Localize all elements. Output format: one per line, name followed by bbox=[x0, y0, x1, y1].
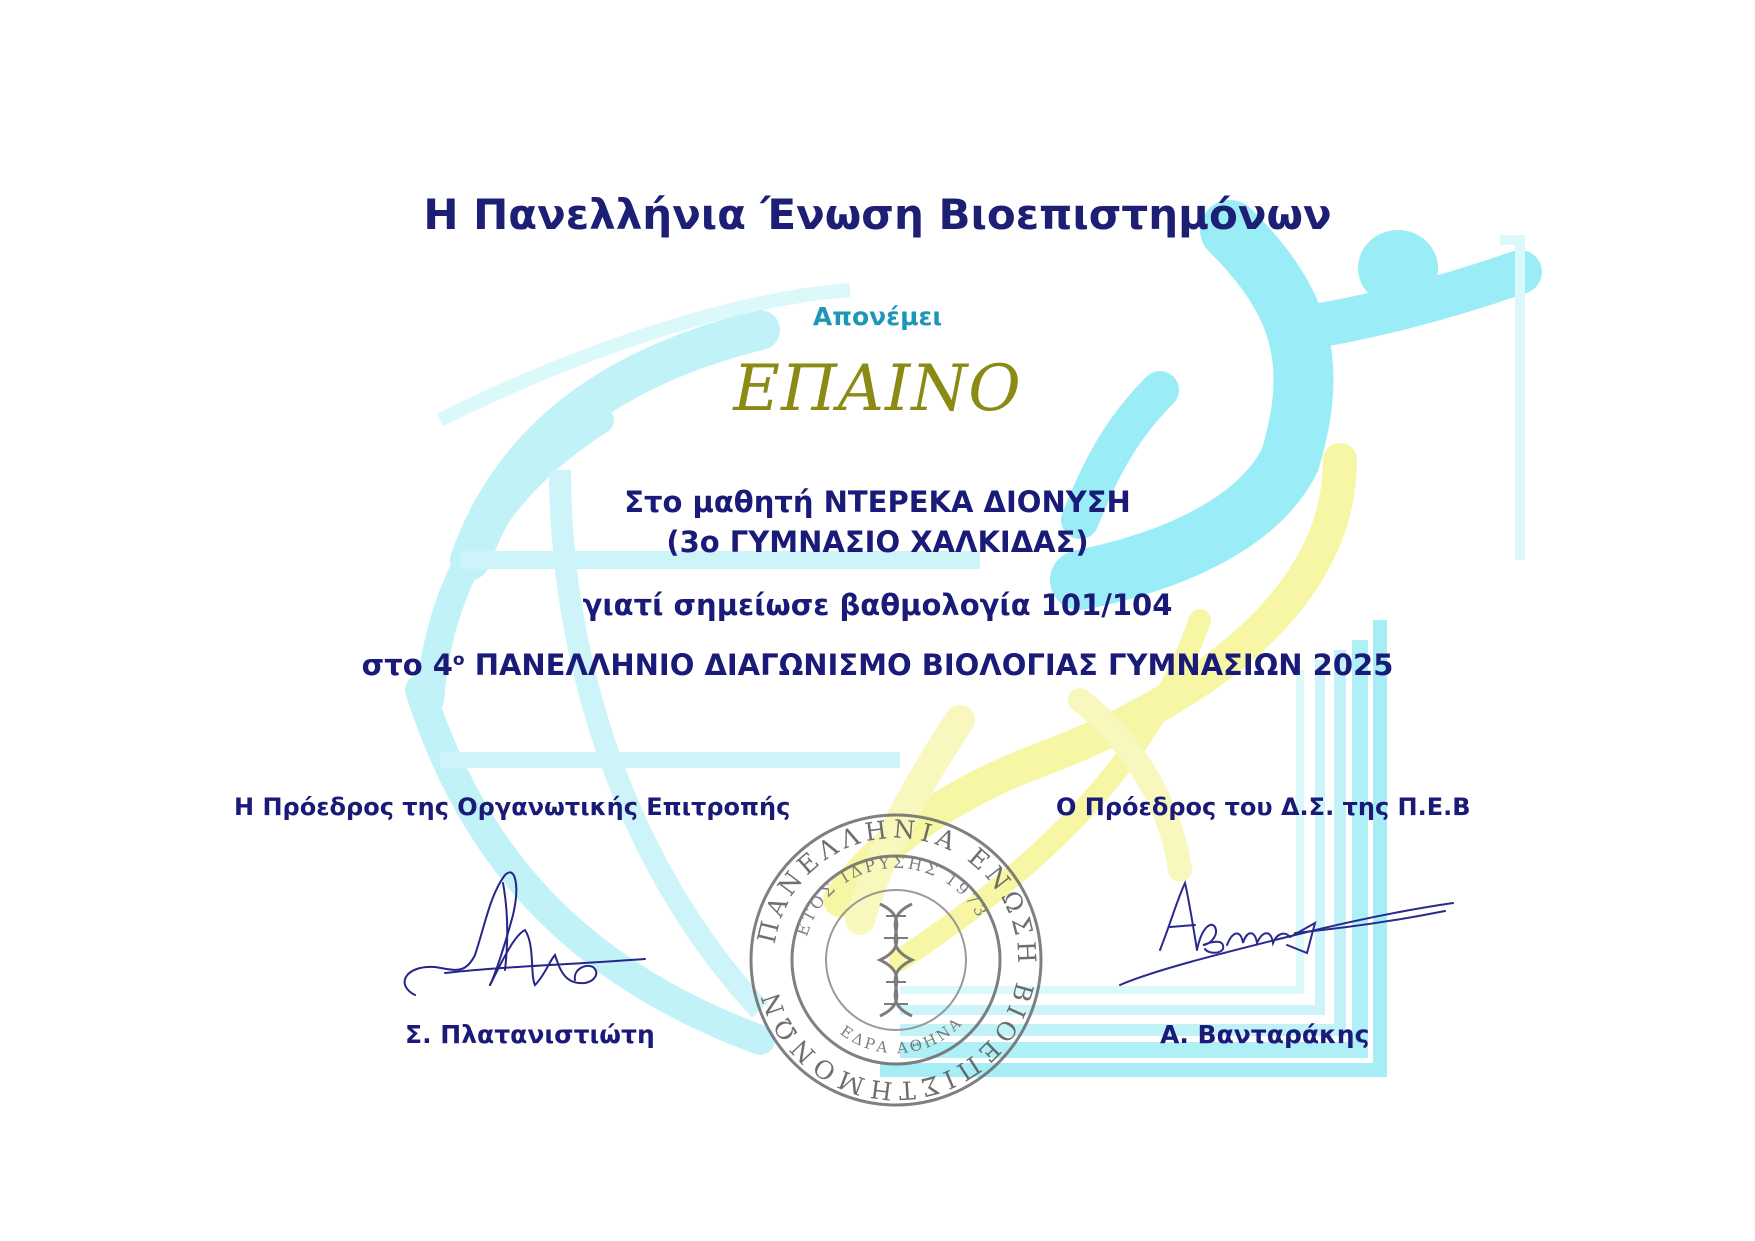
awards-label: Απονέμει bbox=[812, 302, 943, 331]
reason-line: γιατί σημείωσε βαθμολογία 101/104 bbox=[582, 588, 1173, 622]
school-line: (3ο ΓΥΜΝΑΣΙΟ ΧΑΛΚΙΔΑΣ) bbox=[666, 525, 1089, 559]
svg-text:ΕΤΟΣ ΙΔΡΥΣΗΣ 1973: ΕΤΟΣ ΙΔΡΥΣΗΣ 1973 bbox=[792, 852, 993, 939]
organization-title: Η Πανελλήνια Ένωση Βιοεπιστημόνων bbox=[423, 190, 1332, 239]
svg-text:ΠΑΝΕΛΛΗΝΙΑ ΕΝΩΣΗ ΒΙΟΕΠΙΣΤΗΜΟΝΩ: ΠΑΝΕΛΛΗΝΙΑ ΕΝΩΣΗ ΒΙΟΕΠΙΣΤΗΜΟΝΩΝ bbox=[751, 814, 1042, 1106]
right-signatory-title: Ο Πρόεδρος του Δ.Σ. της Π.Ε.Β bbox=[1056, 793, 1471, 821]
association-seal bbox=[748, 812, 1044, 1108]
left-signatory-title: Η Πρόεδρος της Οργανωτικής Επιτροπής bbox=[234, 793, 791, 821]
award-type-heading: ΕΠΑΙΝΟ bbox=[733, 352, 1022, 426]
right-signatory-name: Α. Βανταράκης bbox=[1160, 1020, 1370, 1049]
svg-text:ΕΔΡΑ ΑΘΗΝΑ: ΕΔΡΑ ΑΘΗΝΑ bbox=[837, 1012, 967, 1058]
competition-ordinal: ο bbox=[452, 650, 465, 670]
left-signature bbox=[395, 855, 655, 1015]
left-signatory-name: Σ. Πλατανιστιώτη bbox=[405, 1020, 655, 1049]
competition-prefix: στο 4 bbox=[361, 648, 453, 682]
right-signature bbox=[1115, 875, 1455, 990]
competition-name: ΠΑΝΕΛΛΗΝΙΟ ΔΙΑΓΩΝΙΣΜΟ ΒΙΟΛΟΓΙΑΣ ΓΥΜΝΑΣΙΩΝ 2025 bbox=[464, 648, 1394, 682]
recipient-line: Στο μαθητή ΝΤΕΡΕΚΑ ΔΙΟΝΥΣΗ bbox=[624, 485, 1131, 519]
competition-line bbox=[0, 648, 1755, 682]
